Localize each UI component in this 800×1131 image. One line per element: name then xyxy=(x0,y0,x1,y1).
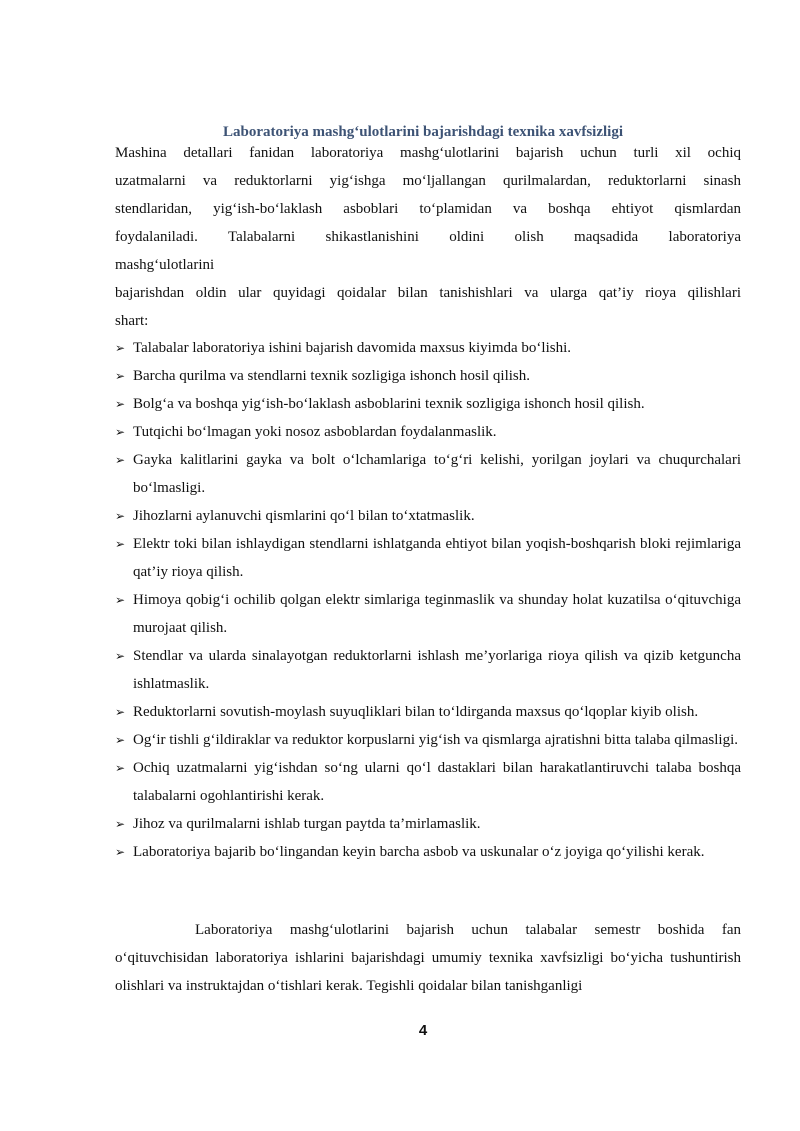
intro-line: stendlaridan, yig‘ish-bo‘laklash asboblari to‘plamidan va boshqa ehtiyot qismlardan xyxy=(115,201,741,217)
page-number: 4 xyxy=(418,1022,428,1039)
list-item: ➢ Jihozlarni aylanuvchi qismlarini qo‘l bilan to‘xtatmaslik. xyxy=(115,502,741,530)
list-item: ➢ Elektr toki bilan ishlaydigan stendlarni ishlatganda ehtiyot bilan yoqish-boshqarish bloki rejimlariga qat’iy rioya qilish. xyxy=(115,530,741,586)
arrow-bullet-icon: ➢ xyxy=(115,761,126,775)
arrow-bullet-icon: ➢ xyxy=(115,649,126,663)
arrow-bullet-icon: ➢ xyxy=(115,509,126,523)
arrow-bullet-icon: ➢ xyxy=(115,425,126,439)
list-item: ➢ Tutqichi bo‘lmagan yoki nosoz asboblardan foydalanmaslik. xyxy=(115,418,741,446)
intro-line: uzatmalarni va reduktorlarni yig‘ishga mo‘ljallangan qurilmalardan, reduktorlarni sinash xyxy=(115,173,741,189)
intro-line: foydalaniladi. Talabalarni shikastlanishini oldini olish maqsadida laboratoriya xyxy=(115,229,741,245)
arrow-bullet-icon: ➢ xyxy=(115,369,126,383)
arrow-bullet-icon: ➢ xyxy=(115,397,126,411)
list-item: ➢ Ochiq uzatmalarni yig‘ishdan so‘ng ularni qo‘l dastaklari bilan harakatlantiruvchi talaba boshqa talabalarni ogohlantirishi kerak. xyxy=(115,754,741,810)
list-item: ➢ Gayka kalitlarini gayka va bolt o‘lchamlariga to‘g‘ri kelishi, yorilgan joylari va chuqurchalari bo‘lmasligi. xyxy=(115,446,741,502)
list-item: ➢ Reduktorlarni sovutish-moylash suyuqliklari bilan to‘ldirganda maxsus qo‘lqoplar kiyib olish. xyxy=(115,698,741,726)
list-item: ➢ Og‘ir tishli g‘ildiraklar va reduktor korpuslarni yig‘ish va qismlarga ajratishni bitta talaba qilmasligi. xyxy=(115,726,741,754)
list-item: ➢ Laboratoriya bajarib bo‘lingandan keyin barcha asbob va uskunalar o‘z joyiga qo‘yilishi kerak. xyxy=(115,838,741,866)
arrow-bullet-icon: ➢ xyxy=(115,341,126,355)
intro-line: bajarishdan oldin ular quyidagi qoidalar bilan tanishishlari va ularga qat’iy rioya qilishlari xyxy=(115,285,741,301)
arrow-bullet-icon: ➢ xyxy=(115,593,126,607)
list-item: ➢ Bolg‘a va boshqa yig‘ish-bo‘laklash asboblarini texnik sozligiga ishonch hosil qilish. xyxy=(115,390,741,418)
safety-rules-list xyxy=(115,334,741,866)
list-item: ➢ Stendlar va ularda sinalayotgan reduktorlarni ishlash me’yorlariga rioya qilish va qizib ketguncha ishlatmaslik. xyxy=(115,642,741,698)
list-item: ➢ Himoya qobig‘i ochilib qolgan elektr simlariga teginmaslik va shunday holat kuzatilsa o‘qituvchiga murojaat qilish. xyxy=(115,586,741,642)
intro-line: shart: xyxy=(115,313,149,329)
list-item: ➢ Talabalar laboratoriya ishini bajarish davomida maxsus kiyimda bo‘lishi. xyxy=(115,334,741,362)
intro-line: mashg‘ulotlarini xyxy=(115,257,215,273)
intro-paragraph xyxy=(115,139,741,335)
arrow-bullet-icon: ➢ xyxy=(115,705,126,719)
arrow-bullet-icon: ➢ xyxy=(115,817,126,831)
arrow-bullet-icon: ➢ xyxy=(115,537,126,551)
arrow-bullet-icon: ➢ xyxy=(115,453,126,467)
section-title: Laboratoriya mashg‘ulotlarini bajarishdagi texnika xavfsizligi xyxy=(222,124,624,140)
list-item: ➢ Barcha qurilma va stendlarni texnik sozligiga ishonch hosil qilish. xyxy=(115,362,741,390)
intro-line: Mashina detallari fanidan laboratoriya mashg‘ulotlarini bajarish uchun turli xil ochiq xyxy=(115,145,741,161)
list-item: ➢ Jihoz va qurilmalarni ishlab turgan paytda ta’mirlamaslik. xyxy=(115,810,741,838)
arrow-bullet-icon: ➢ xyxy=(115,733,126,747)
arrow-bullet-icon: ➢ xyxy=(115,845,126,859)
closing-paragraph: Laboratoriya mashg‘ulotlarini bajarish uchun talabalar semestr boshida fan o‘qituvchisidan laboratoriya ishlarini bajarishdagi umumiy texnika xavfsizligi bo‘yicha tushuntirish olishlari va instruktajdan o‘tishlari kerak. Tegishli qoidalar bilan tanishganligi xyxy=(115,922,741,994)
